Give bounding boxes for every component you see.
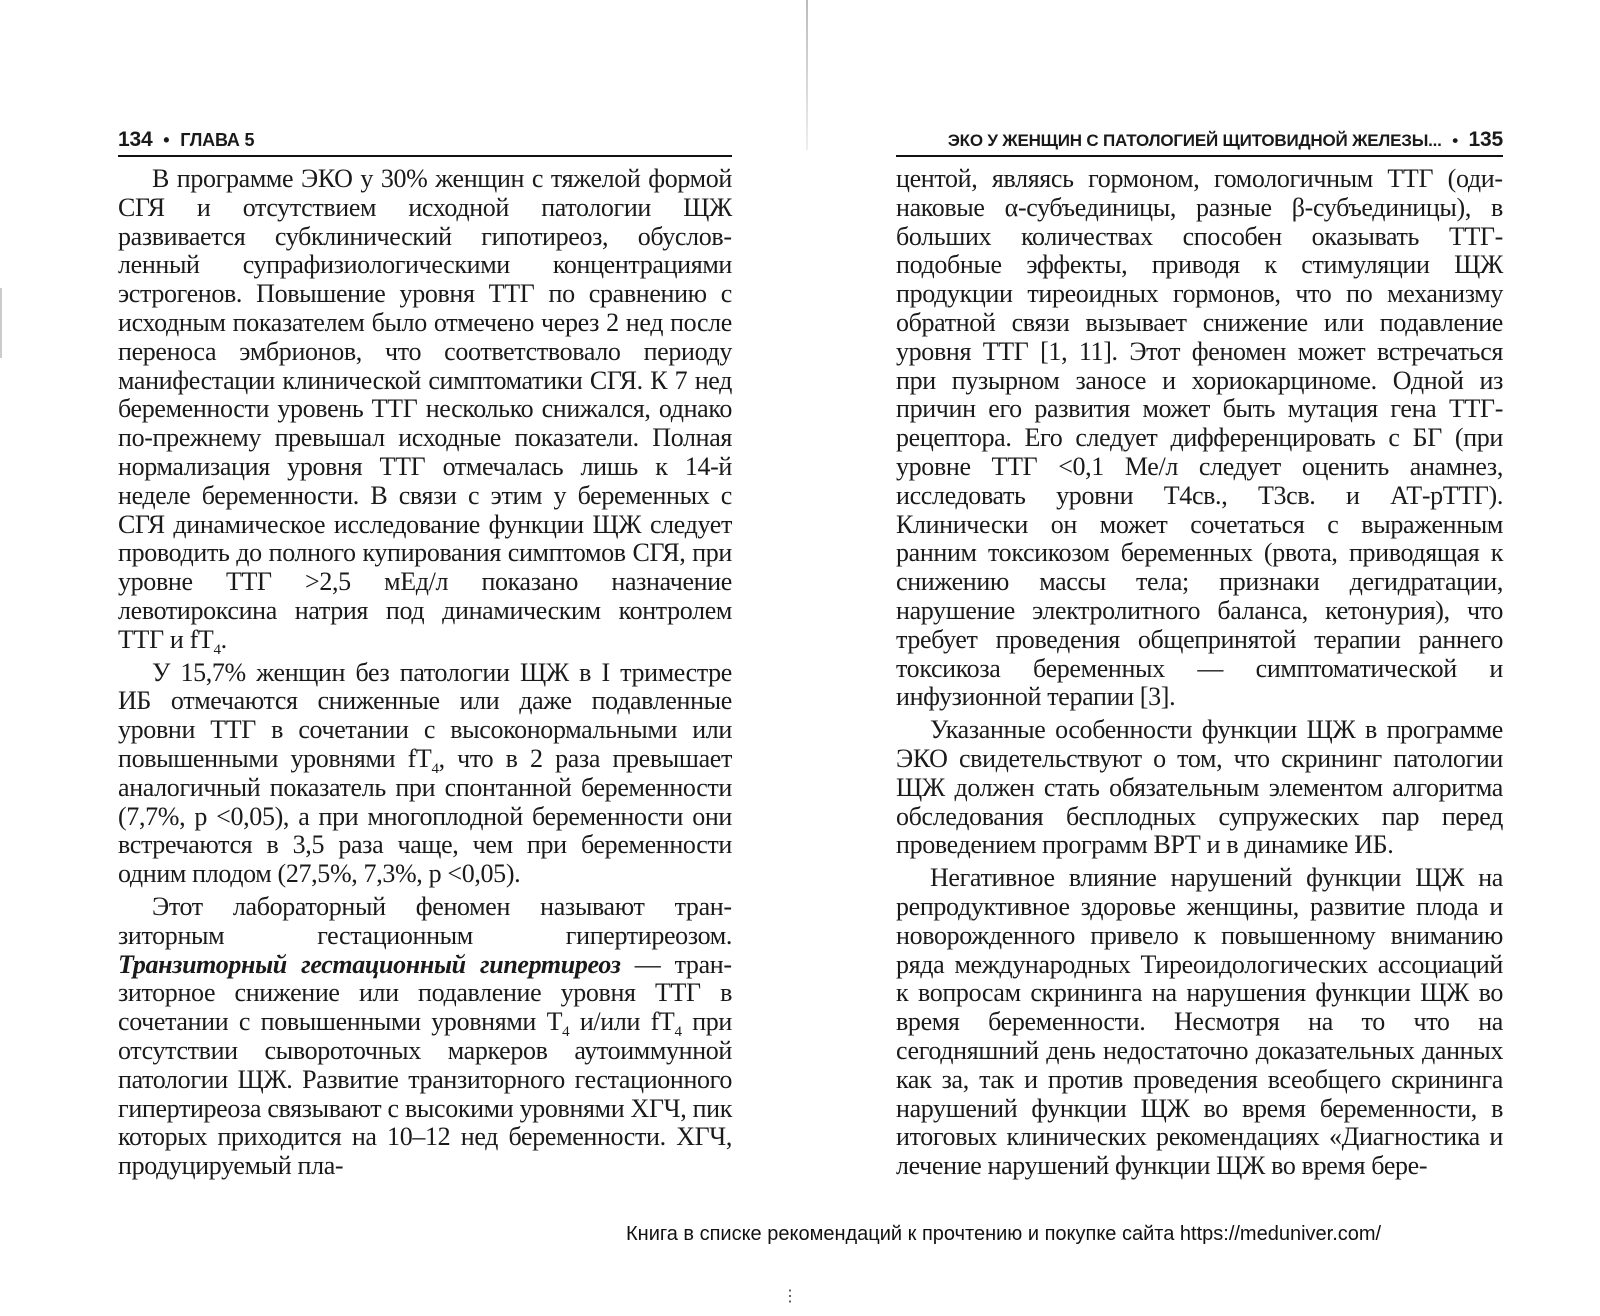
left-page-body — [118, 165, 732, 1181]
subscript: 4 — [562, 1024, 570, 1041]
page-gutter — [806, 0, 808, 150]
right-page-number: 135 — [1468, 128, 1503, 151]
right-running-header — [896, 128, 1503, 157]
right-page-body — [896, 165, 1503, 1181]
paragraph: центой, являясь гормоном, гомологичным ТТГ (одинаковые α-субъединицы, разные β-субъединицы), в больших количествах способен оказывать ТТГ-подобные эффекты, приводя к стимуляции ЩЖ продукции тиреоидных гормонов, что по механизму обратной связи вызывает снижение или подавление уровня ТТГ [1, 11]. Этот феномен может встречаться при пузырном заносе и хориокарциноме. Одной из причин его развития может быть мутация гена ТТГ-рецептора. Его следует дифференцировать с БГ (при уровне ТТГ <0,1 Ме/л следует оценить анамнез, исследовать уровни Т4св., Т3св. и АТ-рТТГ). Клинически он может сочетаться с выраженным ранним токсикозом беременных (рвота, приводящая к снижению массы тела; признаки дегидратации, нарушение электролитного баланса, кетонурия), что требует проведения общепринятой терапии раннего токсикоза беременных — симптоматической и инфузионной терапии [3]. — [896, 164, 1503, 712]
paragraph-text: — транзиторное снижение или подавление уровня ТТГ в сочетании с повышенными уровнями Т — [118, 949, 732, 1037]
scan-edge-mark — [0, 288, 2, 358]
paragraph-text: , что в 2 раза превышает аналогичный показатель при спонтанной беременности (7,7%, р <0,05), а при многоплодной беременности они встречаются в 3,5 раза чаще, чем при беременности одним плодом (27,5%, 7,3%, р <0,05). — [118, 743, 732, 889]
header-bullet: • — [163, 130, 170, 150]
subscript: 4 — [674, 1024, 682, 1041]
left-page — [118, 128, 732, 1181]
subscript: 4 — [431, 761, 439, 778]
paragraph-text: В программе ЭКО у 30% женщин с тяжелой формой СГЯ и отсутствием исходной патологии ЩЖ развивается субклинический гипотиреоз, обусловленный супрафизиологическими концентрациями эстрогенов. Повышение уровня ТТГ по сравнению с исходным показателем было отмечено через 2 нед после переноса эмбрионов, что соответствовало периоду манифестации клинической симптоматики СГЯ. К 7 нед беременности уровень ТТГ несколько снижался, однако по-прежнему превышал исходные показатели. Полная нормализация уровня ТТГ отмечалась лишь к 14-й неделе беременности. В связи с этим у беременных с СГЯ динамическое исследование функции ЩЖ следует проводить до полного купирования симптомов СГЯ, при уровне ТТГ >2,5 мЕд/л показано назначение левотироксина натрия под динамическим контролем ТТГ и fT — [118, 164, 732, 654]
paragraph-text: Этот лабораторный феномен называют транзиторным гестационным гипертиреозом. — [118, 891, 732, 950]
paragraph-text: . — [220, 624, 227, 654]
paragraph: Указанные особенности функции ЩЖ в программе ЭКО свидетельствуют о том, что скрининг патологии ЩЖ должен стать обязательным элементом алгоритма обследования бесплодных супружеских пар перед проведением программ ВРТ и в динамике ИБ. — [896, 715, 1503, 860]
left-page-number: 134 — [118, 128, 153, 151]
subscript: 4 — [213, 641, 221, 658]
left-running-header — [118, 128, 732, 157]
paragraph — [118, 659, 732, 889]
website-footer-note: Книга в списке рекомендаций к прочтению и покупке сайта https://meduniver.com/ — [626, 1223, 1382, 1245]
section-title: ЭКО У ЖЕНЩИН С ПАТОЛОГИЕЙ ЩИТОВИДНОЙ ЖЕЛЕЗЫ... — [947, 131, 1442, 150]
paragraph-text: У 15,7% женщин без патологии ЩЖ в I триместре ИБ отмечаются сниженные или даже подавленные уровни ТТГ в сочетании с высоконормальными или повышенными уровнями fT — [118, 657, 732, 773]
header-bullet: • — [1452, 131, 1459, 150]
defined-term: Транзиторный гестационный гипертиреоз — [118, 949, 621, 979]
paragraph — [118, 164, 732, 658]
right-page — [896, 128, 1503, 1181]
scan-bottom-mark: ⋮ — [782, 1288, 798, 1305]
paragraph: Негативное влияние нарушений функции ЩЖ на репродуктивное здоровье женщины, развитие плода и новорожденного привело к повышенному вниманию ряда международных Тиреоидологических ассоциаций к вопросам скрининга на нарушения функции ЩЖ во время беременности. Несмотря на то что на сегодняшний день недостаточно доказательных данных как за, так и против проведения всеобщего скрининга нарушений функции ЩЖ во время беременности, в итоговых клинических рекомендациях «Диагностика и лечение нарушений функции ЩЖ во время бере- — [896, 863, 1503, 1181]
chapter-label: ГЛАВА 5 — [180, 130, 255, 150]
paragraph — [118, 893, 732, 1181]
paragraph-text: и/или fT — [569, 1007, 675, 1037]
paragraph-text: при отсутствии сывороточных маркеров аутоиммунной патологии ЩЖ. Развитие транзиторного гестационного гипертиреоза связывают с высокими уровнями ХГЧ, пик которых приходится на 10–12 нед беременности. ХГЧ, продуцируемый пла- — [118, 1007, 732, 1181]
